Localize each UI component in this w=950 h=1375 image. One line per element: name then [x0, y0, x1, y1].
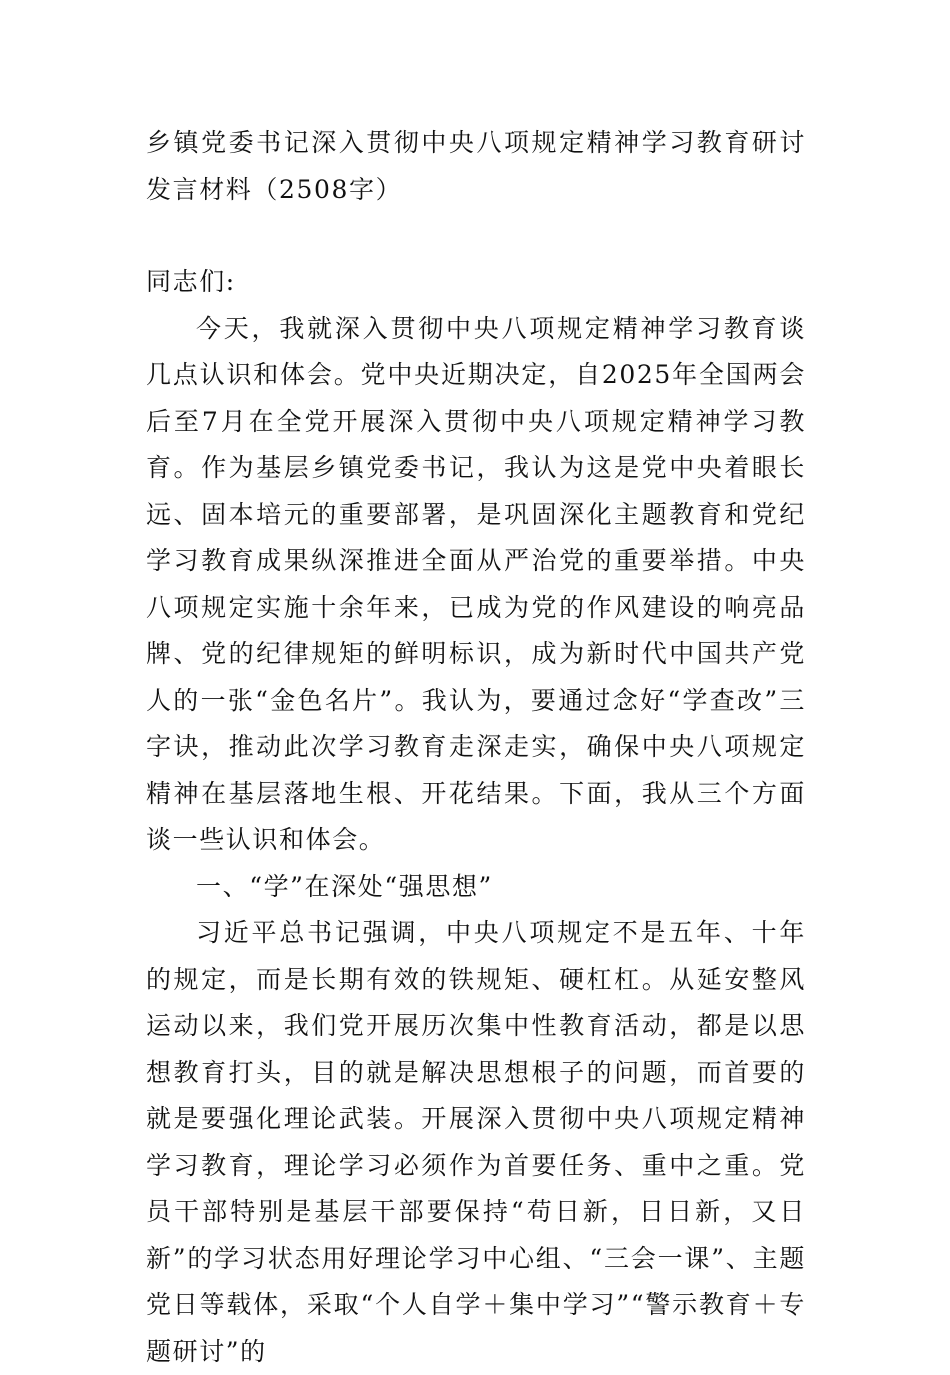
salutation: 同志们: [146, 267, 236, 296]
section-heading-1: 一、“学”在深处“强思想” [196, 871, 493, 901]
title-spacer [146, 213, 806, 259]
document-body [146, 120, 806, 1375]
document-title: 乡镇党委书记深入贯彻中央八项规定精神学习教育研讨发言材料（2508字） [146, 128, 806, 204]
section-1-paragraph: 习近平总书记强调，中央八项规定不是五年、十年的规定，而是长期有效的铁规矩、硬杠杠。从延安整风运动以来，我们党开展历次集中性教育活动，都是以思想教育打头，目的就是解决思想根子的问题，而首要的就是要强化理论武装。开展深入贯彻中央八项规定精神学习教育，理论学习必须作为首要任务、重中之重。党员干部特别是基层干部要保持“苟日新，日日新，又日新”的学习状态用好理论学习中心组、“三会一课”、主题党日等载体，采取“个人自学＋集中学习”“警示教育＋专题研讨”的 [146, 918, 806, 1366]
intro-paragraph: 今天，我就深入贯彻中央八项规定精神学习教育谈几点认识和体会。党中央近期决定，自2025年全国两会后至7月在全党开展深入贯彻中央八项规定精神学习教育。作为基层乡镇党委书记，我认为这是党中央着眼长远、固本培元的重要部署，是巩固深化主题教育和党纪学习教育成果纵深推进全面从严治党的重要举措。中央八项规定实施十余年来，已成为党的作风建设的响亮品牌、党的纪律规矩的鲜明标识，成为新时代中国共产党人的一张“金色名片”。我认为，要通过念好“学查改”三字诀，推动此次学习教育走深走实，确保中央八项规定精神在基层落地生根、开花结果。下面，我从三个方面谈一些认识和体会。 [146, 313, 806, 854]
